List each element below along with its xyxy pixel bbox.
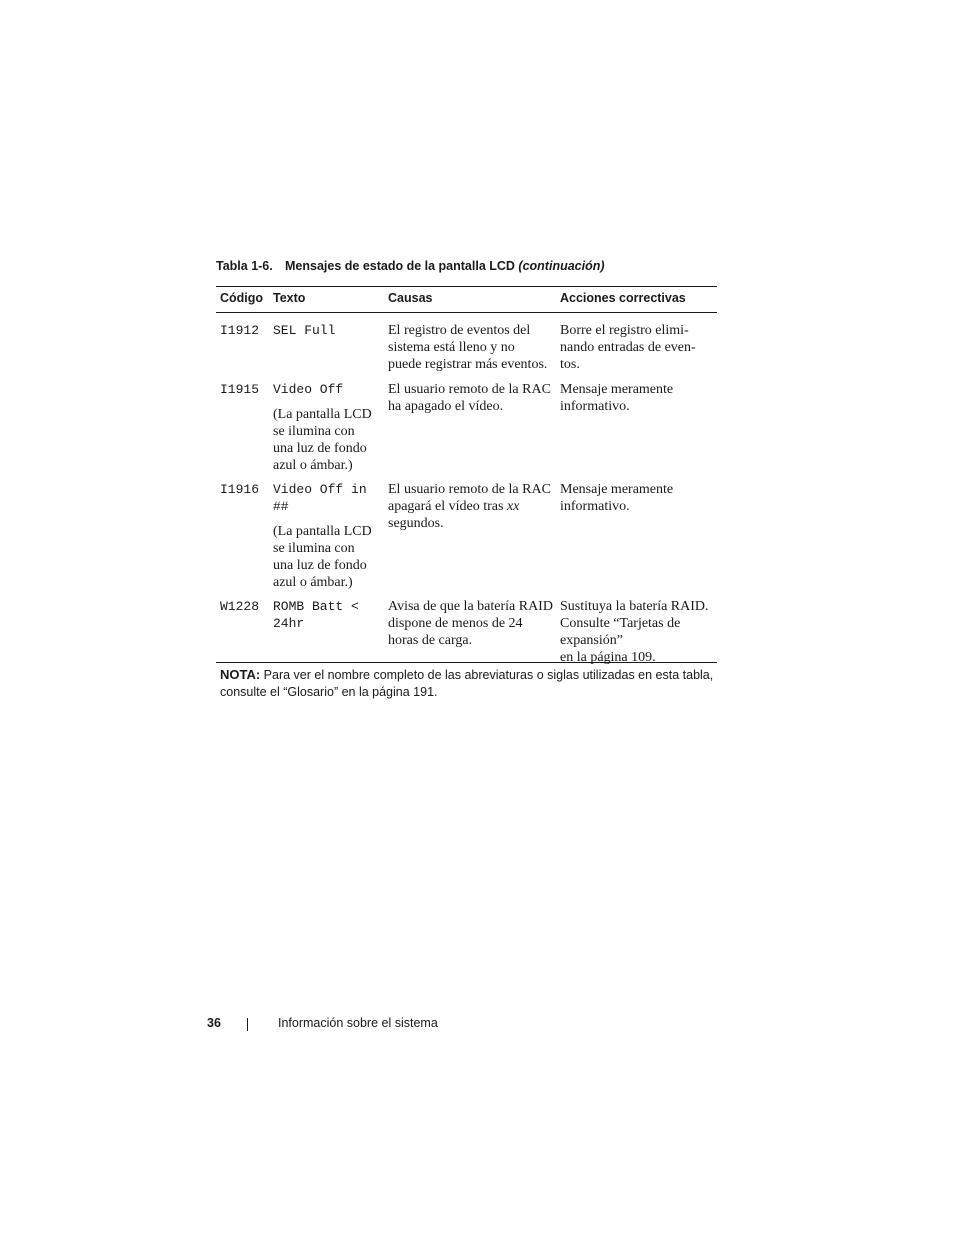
lcd-text-cell: [273, 481, 383, 591]
causes-cell: [388, 381, 556, 415]
actions-line: Consulte “Tarjetas de: [560, 616, 681, 631]
note-label: NOTA:: [220, 667, 261, 682]
causes-line: apagará el vídeo tras xx: [388, 499, 520, 514]
table-body: [216, 313, 717, 665]
table-caption: [216, 259, 605, 273]
causes-cell: [388, 481, 556, 532]
header-text: Texto: [273, 291, 306, 305]
actions-line: nando entradas de even-: [560, 340, 696, 355]
actions-line: informativo.: [560, 399, 630, 414]
table-header-row: [216, 287, 717, 312]
page-number: 36: [207, 1016, 221, 1030]
lcd-text-cell: [273, 322, 383, 339]
actions-line: en la página 109.: [560, 650, 656, 665]
header-code: Código: [220, 291, 264, 305]
causes-cell: [388, 598, 556, 649]
lcd-text-line: 24hr: [273, 616, 305, 631]
lcd-text-line: Video Off in: [273, 482, 367, 497]
table-row: [216, 313, 717, 372]
status-code: I1916: [220, 482, 260, 497]
footer-section-title: Información sobre el sistema: [278, 1016, 438, 1030]
actions-line: Mensaje meramente: [560, 482, 674, 497]
causes-line: puede registrar más eventos.: [388, 357, 548, 372]
lcd-backlight-note-line: una luz de fondo: [273, 558, 367, 573]
causes-line: El registro de eventos del: [388, 323, 531, 338]
actions-line: tos.: [560, 357, 580, 372]
causes-line: Avisa de que la batería RAID: [388, 599, 553, 614]
lcd-backlight-note-line: se ilumina con: [273, 541, 355, 556]
actions-line: Borre el registro elimi-: [560, 323, 689, 338]
lcd-backlight-note-line: se ilumina con: [273, 424, 355, 439]
lcd-backlight-note-line: (La pantalla LCD: [273, 407, 372, 422]
causes-line: El usuario remoto de la RAC: [388, 382, 551, 397]
lcd-backlight-note-line: azul o ámbar.): [273, 458, 353, 473]
status-messages-table: [216, 286, 717, 663]
actions-line: expansión”: [560, 633, 623, 648]
header-causes: Causas: [388, 291, 433, 305]
table-title: Mensajes de estado de la pantalla LCD: [285, 259, 515, 273]
actions-line: informativo.: [560, 499, 630, 514]
actions-cell: [560, 381, 717, 415]
lcd-text-line: Video Off: [273, 382, 344, 397]
table-note: [220, 666, 720, 701]
causes-line: horas de carga.: [388, 633, 473, 648]
note-text: Para ver el nombre completo de las abreviaturas o siglas utilizadas en esta tabla, consulte el “Glosario” en la página 191.: [220, 668, 714, 699]
table-row: [216, 372, 717, 472]
causes-cell: [388, 322, 556, 373]
header-actions: Acciones correctivas: [560, 291, 686, 305]
actions-line: Sustituya la batería RAID.: [560, 599, 709, 614]
lcd-text-line: ROMB Batt <: [273, 599, 359, 614]
table-number: Tabla 1-6.: [216, 259, 273, 273]
causes-line: sistema está lleno y no: [388, 340, 515, 355]
table-title-suffix: (continuación): [518, 259, 605, 273]
actions-line: Mensaje meramente: [560, 382, 674, 397]
causes-line: El usuario remoto de la RAC: [388, 482, 551, 497]
causes-line: dispone de menos de 24: [388, 616, 523, 631]
causes-line: segundos.: [388, 516, 444, 531]
table-row: [216, 472, 717, 589]
actions-cell: [560, 598, 717, 666]
table-row: [216, 589, 717, 665]
lcd-text-cell: [273, 381, 383, 474]
actions-cell: [560, 481, 717, 515]
lcd-backlight-note-line: (La pantalla LCD: [273, 524, 372, 539]
status-code: I1912: [220, 323, 260, 338]
status-code: W1228: [220, 599, 260, 614]
status-code: I1915: [220, 382, 260, 397]
causes-line: ha apagado el vídeo.: [388, 399, 504, 414]
seconds-placeholder: xx: [506, 499, 520, 514]
footer-separator: [247, 1018, 248, 1031]
lcd-backlight-note-line: una luz de fondo: [273, 441, 367, 456]
actions-cell: [560, 322, 717, 373]
lcd-text-cell: [273, 598, 383, 632]
lcd-text-line: SEL Full: [273, 323, 336, 338]
lcd-backlight-note-line: azul o ámbar.): [273, 575, 353, 590]
lcd-text-line: ##: [273, 499, 289, 514]
